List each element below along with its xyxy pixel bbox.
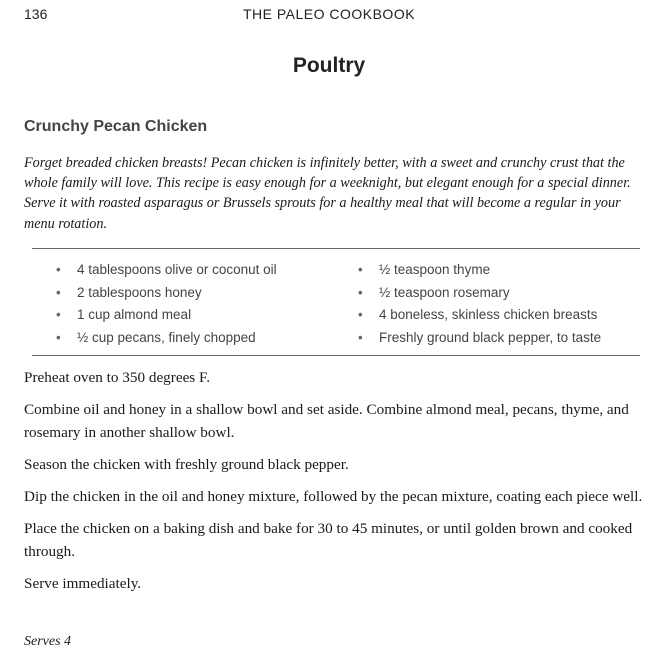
ingredient-text: Freshly ground black pepper, to taste xyxy=(379,329,602,345)
ingredient-item xyxy=(358,304,601,327)
ingredient-text: ½ cup pecans, finely chopped xyxy=(77,329,256,345)
ingredient-text: 4 boneless, skinless chicken breasts xyxy=(379,307,598,322)
bullet-icon: • xyxy=(358,284,363,300)
recipe-steps xyxy=(24,366,652,604)
serves-note: Serves 4 xyxy=(24,634,72,649)
chapter-title: Poultry xyxy=(292,54,366,77)
ingredient-text: ½ teaspoon rosemary xyxy=(379,284,510,300)
ingredient-item xyxy=(56,304,277,327)
bullet-icon: • xyxy=(56,262,61,277)
ingredients-box xyxy=(32,248,640,356)
ingredient-item xyxy=(358,327,601,350)
step-paragraph: Dip the chicken in the oil and honey mixture, followed by the pecan mixture, coating each piece well. xyxy=(24,488,643,505)
bullet-icon: • xyxy=(56,307,61,322)
ingredient-item xyxy=(358,259,601,282)
ingredient-text: 1 cup almond meal xyxy=(77,307,192,322)
ingredient-text: 2 tablespoons honey xyxy=(77,284,202,300)
bullet-icon: • xyxy=(56,284,61,300)
step-paragraph: Season the chicken with freshly ground black pepper. xyxy=(24,456,349,473)
ingredient-item xyxy=(56,327,277,350)
running-head: THE PALEO COOKBOOK xyxy=(242,6,416,22)
ingredient-item xyxy=(358,282,601,305)
step-paragraph: Preheat oven to 350 degrees F. xyxy=(24,369,211,386)
step-paragraph: Combine oil and honey in a shallow bowl and set aside. Combine almond meal, pecans, thyme, and rosemary in another shallow bowl. xyxy=(24,401,629,441)
recipe-title: Crunchy Pecan Chicken xyxy=(24,118,208,135)
bullet-icon: • xyxy=(358,329,363,345)
page-number: 136 xyxy=(24,6,48,22)
ingredient-item xyxy=(56,282,277,305)
ingredients-right-column xyxy=(358,259,601,349)
recipe-intro: Forget breaded chicken breasts! Pecan chicken is infinitely better, with a sweet and crunchy crust that the whole family will love. This recipe is easy enough for a weeknight, but elegant enough for a special dinner. Serve it with roasted asparagus or Brussels sprouts for a healthy meal that will become a regular in your menu rotation. xyxy=(24,155,631,232)
bullet-icon: • xyxy=(56,329,61,345)
step-paragraph: Place the chicken on a baking dish and bake for 30 to 45 minutes, or until golden brown and cooked through. xyxy=(24,520,633,560)
ingredient-text: 4 tablespoons olive or coconut oil xyxy=(77,262,277,277)
ingredient-item xyxy=(56,259,277,282)
ingredients-left-column xyxy=(56,259,277,349)
ingredient-text: ½ teaspoon thyme xyxy=(379,262,491,277)
bullet-icon: • xyxy=(358,262,363,277)
step-paragraph: Serve immediately. xyxy=(24,575,142,592)
bullet-icon: • xyxy=(358,307,363,322)
